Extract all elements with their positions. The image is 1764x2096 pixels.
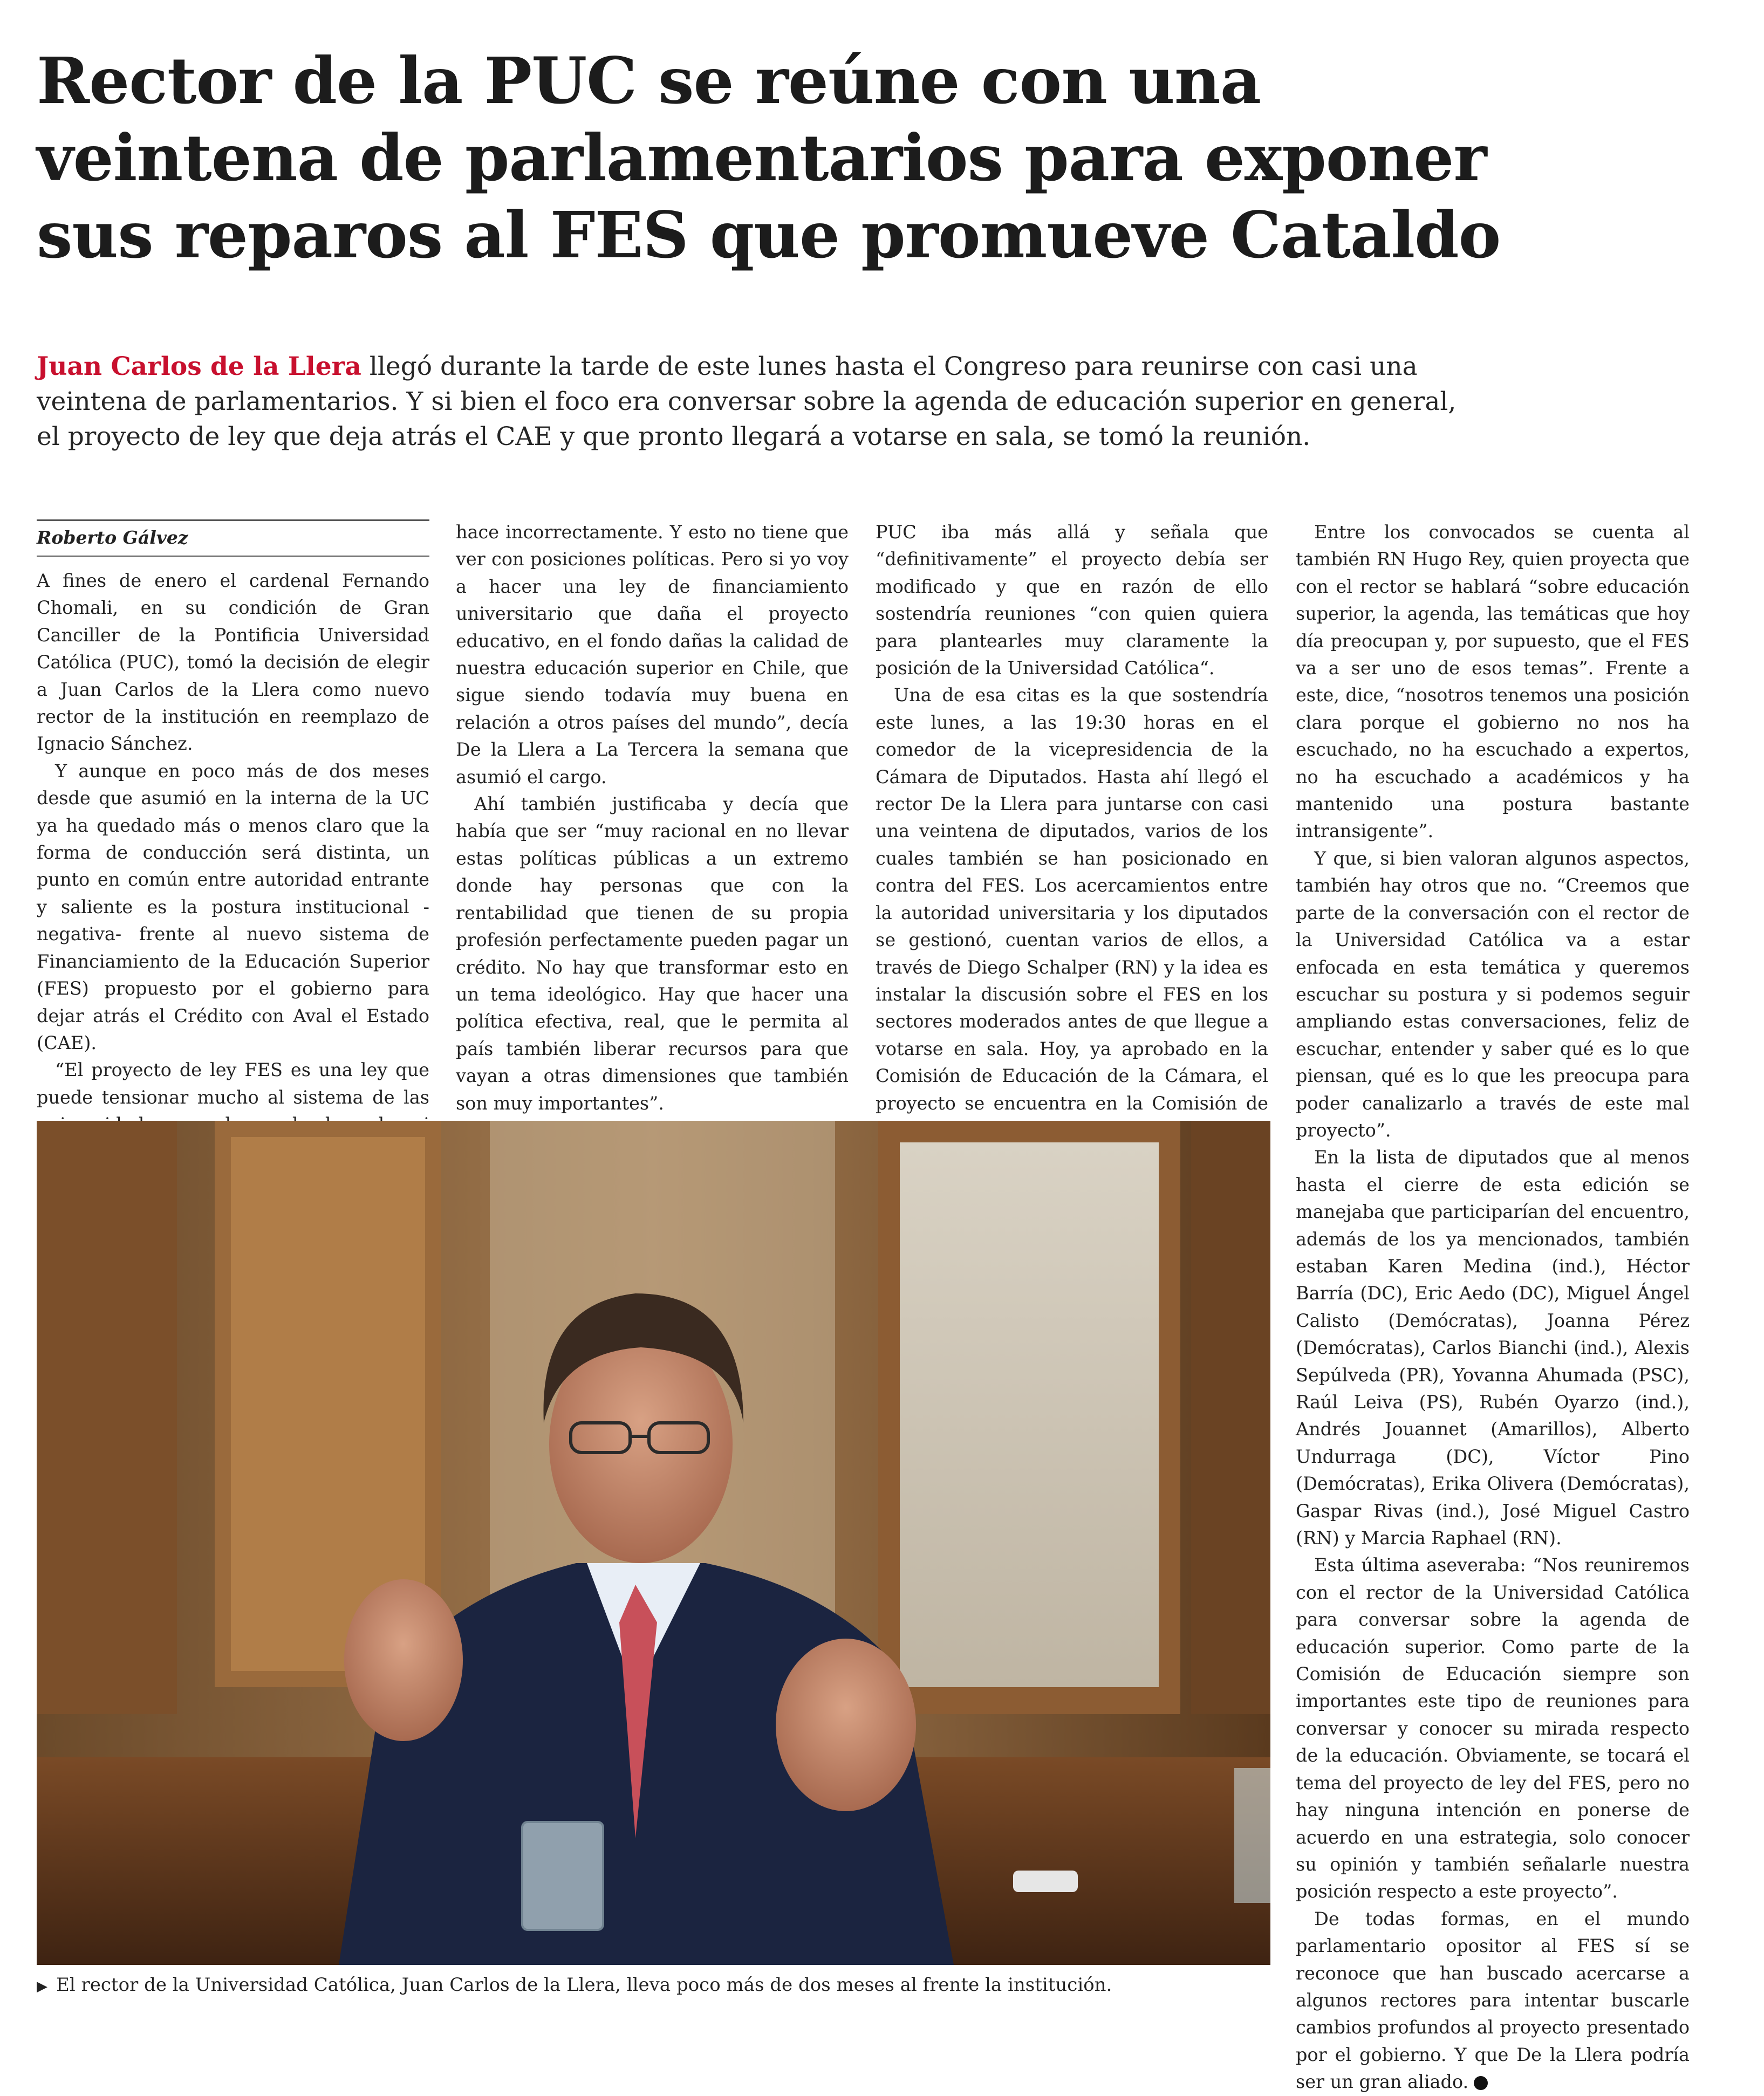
- byline-rule: [37, 519, 429, 521]
- headline-line: veintena de parlamentarios para exponer: [37, 120, 1487, 195]
- lead-name: Juan Carlos de la Llera: [37, 352, 361, 381]
- byline: Roberto Gálvez: [37, 527, 188, 548]
- lead-line: veintena de parlamentarios. Y si bien el foco era conversar sobre la agenda de educación superior en general,: [37, 387, 1457, 416]
- headline-line: sus reparos al FES que promueve Cataldo: [37, 197, 1501, 272]
- headline-line: Rector de la PUC se reúne con una: [37, 43, 1261, 118]
- lead-line: el proyecto de ley que deja atrás el CAE y que pronto llegará a votarse en sala, se tomó la reunión.: [37, 422, 1311, 451]
- paragraph: Y que, si bien valoran algunos aspectos, también hay otros que no. “Creemos que parte de la conversación con el rector de la Universidad Católica va a estar enfocada en esta temática y queremos escuchar su postura y si podemos seguir ampliando estas conversaciones, feliz de escuchar, entender y saber qué es lo que piensan, qué es lo que les preocupa para poder canalizarlo a través de este mal proyecto”.: [1296, 847, 1690, 1141]
- paragraph: hace incorrectamente. Y esto no tiene que ver con posiciones políticas. Pero si yo voy a hacer una ley de financiamiento universitario que daña el proyecto educativo, en el fondo dañas la calidad de nuestra educación superior en Chile, que sigue siendo todavía muy buena en relación a otros países del mundo”, decía De la Llera a La Tercera la semana que asumió el cargo.: [456, 522, 849, 787]
- paragraph: PUC iba más allá y señala que “definitivamente” el proyecto debía ser modificado y que en razón de ello sostendría reuniones “con quien quiera para plantearles muy claramente la posición de la Universidad Católica“.: [876, 522, 1268, 679]
- lead-line: [37, 349, 1736, 384]
- lead-line1-text: llegó durante la tarde de este lunes hasta el Congreso para reunirse con casi una: [361, 352, 1418, 381]
- paragraph-text: De todas formas, en el mundo parlamentario opositor al FES sí se reconoce que han buscado acercarse a algunos rectores para intentar buscarle cambios profundos al proyecto presentado por el gobierno. Y que De la Llera podría ser un gran aliado.: [1296, 1908, 1690, 2093]
- paragraph: A fines de enero el cardenal Fernando Chomali, en su condición de Gran Canciller de la Pontificia Universidad Católica (PUC), tomó la decisión de elegir a Juan Carlos de la Llera como nuevo rector de la institución en reemplazo de Ignacio Sánchez.: [37, 570, 429, 755]
- paragraph: En la lista de diputados que al menos hasta el cierre de esta edición se manejaba que participarían del encuentro, además de los ya mencionados, también estaban Karen Medina (ind.), Héctor Barría (DC), Eric Aedo (DC), Miguel Ángel Calisto (Demócratas), Joanna Pérez (Demócratas), Carlos Bianchi (ind.), Alexis Sepúlveda (PR), Yovanna Ahumada (PSC), Raúl Leiva (PS), Rubén Oyarzo (ind.), Andrés Jouannet (Amarillos), Alberto Undurraga (DC), Víctor Pino (Demócratas), Erika Olivera (Demócratas), Gaspar Rivas (ind.), José Miguel Castro (RN) y Marcia Raphael (RN).: [1296, 1147, 1690, 1549]
- byline-rule: [37, 556, 429, 557]
- headline: [37, 42, 1736, 273]
- column-4: [1296, 519, 1690, 2096]
- photo-caption: [37, 1973, 1270, 1998]
- paragraph: “El proyecto de ley FES es una ley que puede tensionar mucho al sistema de las: [37, 1059, 429, 1108]
- column-3: [876, 519, 1268, 1144]
- article-photo: [37, 1121, 1270, 1965]
- paragraph: Una de esa citas es la que sostendría este lunes, a las 19:30 horas en el comedor de la vicepresidencia de la Cámara de Diputados. Hasta ahí llegó el rector De la Llera para juntarse con casi una veintena de diputados, varios de los cuales también se han posicionado en contra del FES. Los acercamientos entre la autoridad universitaria y los diputados se gestionó, cuentan varios de ellos, a través de Diego Schalper (RN) y la idea es instalar la discusión sobre el FES en los sectores moderados antes de que llegue a votarse en sala. Hoy, ya aprobado en la Comisión de Educación de la Cámara, el proyecto se encuentra en la Comisión de: [876, 684, 1268, 1114]
- paragraph: [1296, 1906, 1690, 2096]
- lead-paragraph: [37, 349, 1736, 454]
- photo-illustration: [37, 1121, 1270, 1965]
- paragraph: Y aunque en poco más de dos meses desde que asumió en la interna de la UC ya ha quedado más o menos claro que la forma de conducción será distinta, un punto en común entre autoridad entrante y saliente es la postura institucional -negativa- frente al nuevo sistema de Financiamiento de la Educación Superior (FES) propuesto por el gobierno para dejar atrás el Crédito con Aval el Estado (CAE).: [37, 760, 429, 1053]
- column-2: [456, 519, 849, 1172]
- paragraph: Ahí también justificaba y decía que había que ser “muy racional en no llevar estas políticas públicas a un extremo donde hay personas que con la rentabilidad que tienen de su propia profesión perfectamente pueden pagar un crédito. No hay que transformar esto en un tema ideológico. Hay que hacer una política efectiva, real, que le permita al país también liberar recursos para que vayan a otras dimensiones que también son muy importantes”.: [456, 793, 849, 1114]
- paragraph: Esta última aseveraba: “Nos reuniremos con el rector de la Universidad Católica para conversar sobre la agenda de educación superior. Como parte de la Comisión de Educación siempre son importantes este tipo de reuniones para conversar y conocer su mirada respecto de la educación. Obviamente, se tocará el tema del proyecto de ley del FES, pero no hay ninguna intención en ponerse de acuerdo en una estrategia, solo conocer su opinión y también señalarle nuestra posición respecto a este proyecto”.: [1296, 1554, 1690, 1902]
- end-dot-icon: [1474, 2076, 1488, 2090]
- paragraph: Entre los convocados se cuenta al también RN Hugo Rey, quien proyecta que con el rector se hablará “sobre educación superior, la agenda, las temáticas que hoy día preocupan y, por supuesto, que el FES va a ser uno de esos temas”. Frente a este, dice, “nosotros tenemos una posición clara porque el gobierno no nos ha escuchado, no ha escuchado a expertos, no ha escuchado a académicos y ha mantenido una postura bastante intransigente”.: [1296, 522, 1690, 842]
- column-1: [37, 567, 429, 1166]
- caption-text: El rector de la Universidad Católica, Juan Carlos de la Llera, lleva poco más de dos meses al frente la institución.: [56, 1974, 1112, 1996]
- triangle-right-icon: ▶: [37, 1978, 47, 1995]
